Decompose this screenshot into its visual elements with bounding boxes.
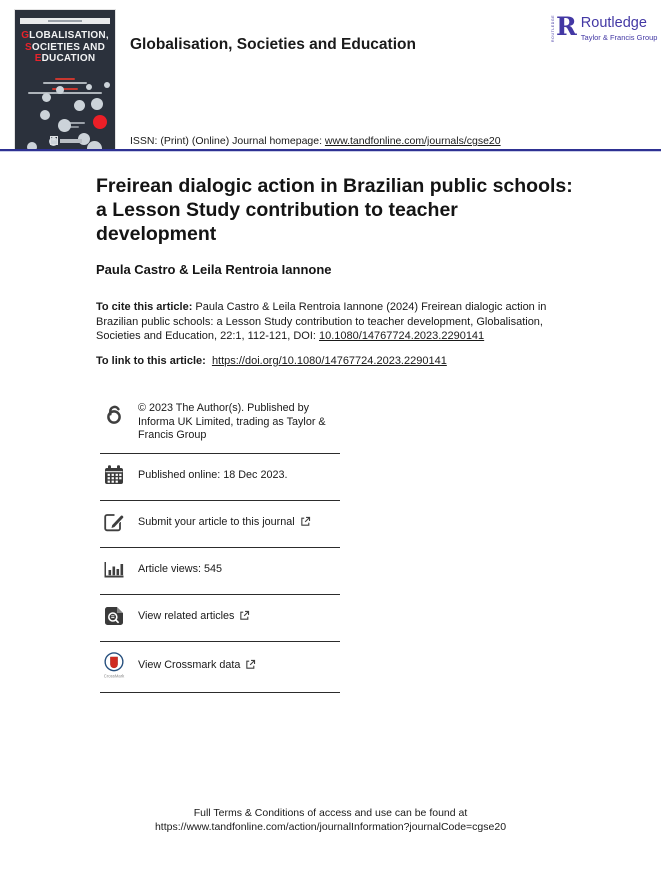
cover-dot xyxy=(74,100,85,111)
publisher-group: Taylor & Francis Group xyxy=(580,33,658,42)
article-authors: Paula Castro & Leila Rentroia Iannone xyxy=(96,262,332,277)
cover-issue-text-bar xyxy=(55,78,75,80)
cover-routledge-mini-logo: R xyxy=(50,136,82,145)
cover-masthead: GLOBALISATION, SOCIETIES AND EDUCATION xyxy=(21,30,109,64)
doi-link-line xyxy=(96,355,582,367)
external-link-icon xyxy=(300,516,311,530)
routledge-logo xyxy=(551,14,657,42)
external-link-icon xyxy=(239,610,250,624)
cover-top-banner xyxy=(20,18,110,24)
routledge-r-mark-icon: R xyxy=(556,12,577,41)
external-link-icon xyxy=(245,659,256,673)
open-access-row xyxy=(100,396,340,454)
cite-body: Paula Castro & Leila Rentroia Iannone (2024) Freirean dialogic action in Brazilian public schools: a Lesson Study contribution to teacher development, Globalisation, Societies and Education, 22:1, 112-121, DOI: xyxy=(96,301,547,342)
submit-article-icon xyxy=(102,510,126,537)
submit-article-row[interactable] xyxy=(100,501,340,548)
article-views-text: Article views: 545 xyxy=(138,563,223,576)
issn-homepage-line xyxy=(130,135,501,147)
article-views-row xyxy=(100,548,340,595)
cover-red-dot xyxy=(93,115,107,129)
terms-footer-url[interactable]: https://www.tandfonline.com/action/journalInformation?journalCode=cgse20 xyxy=(154,821,507,833)
cover-dot xyxy=(104,82,110,88)
cover-dot xyxy=(58,119,71,132)
open-access-icon xyxy=(102,402,126,429)
issn-prefix: ISSN: (Print) (Online) Journal homepage: xyxy=(130,135,325,147)
journal-cover-image xyxy=(15,10,115,150)
link-label: To link to this article: xyxy=(96,355,206,367)
routledge-vertical-text: ROUTLEDGE xyxy=(551,14,555,42)
cover-dot xyxy=(56,86,64,94)
submit-article-link[interactable]: Submit your article to this journal xyxy=(138,516,295,529)
cover-dot xyxy=(91,98,103,110)
crossmark-link[interactable]: View Crossmark data xyxy=(138,659,241,672)
cover-dot xyxy=(42,93,51,102)
terms-footer-text: Full Terms & Conditions of access and use can be found at xyxy=(193,807,468,819)
header-divider-rule xyxy=(0,149,661,152)
related-articles-row[interactable] xyxy=(100,595,340,642)
cite-paragraph xyxy=(96,300,582,344)
published-online-text: Published online: 18 Dec 2023. xyxy=(138,469,288,482)
related-articles-icon xyxy=(102,604,126,631)
journal-title: Globalisation, Societies and Education xyxy=(130,36,416,53)
cite-doi-link[interactable]: 10.1080/14767724.2023.2290141 xyxy=(319,330,485,342)
cite-label: To cite this article: xyxy=(96,301,193,313)
published-online-row xyxy=(100,454,340,501)
cover-issue-text-bar xyxy=(28,92,102,94)
license-text: © 2023 The Author(s). Published by Informa UK Limited, trading as Taylor & Francis Group xyxy=(138,402,326,441)
related-articles-link[interactable]: View related articles xyxy=(138,610,235,623)
calendar-icon xyxy=(102,463,126,490)
article-title: Freirean dialogic action in Brazilian public schools: a Lesson Study contribution to teacher development xyxy=(96,175,573,245)
cover-dot xyxy=(86,84,92,90)
journal-homepage-link[interactable]: www.tandfonline.com/journals/cgse20 xyxy=(324,135,501,147)
terms-footer xyxy=(0,806,661,834)
publisher-name: Routledge xyxy=(580,15,647,31)
crossmark-icon xyxy=(102,651,126,682)
cover-issue-text-bar xyxy=(43,82,87,84)
doi-url-link[interactable]: https://doi.org/10.1080/14767724.2023.2290141 xyxy=(211,355,447,367)
crossmark-caption: CrossMark xyxy=(103,672,125,678)
bar-chart-icon xyxy=(102,557,126,584)
crossmark-row[interactable] xyxy=(100,642,340,693)
cover-dot xyxy=(40,110,50,120)
article-resource-list xyxy=(100,396,340,693)
